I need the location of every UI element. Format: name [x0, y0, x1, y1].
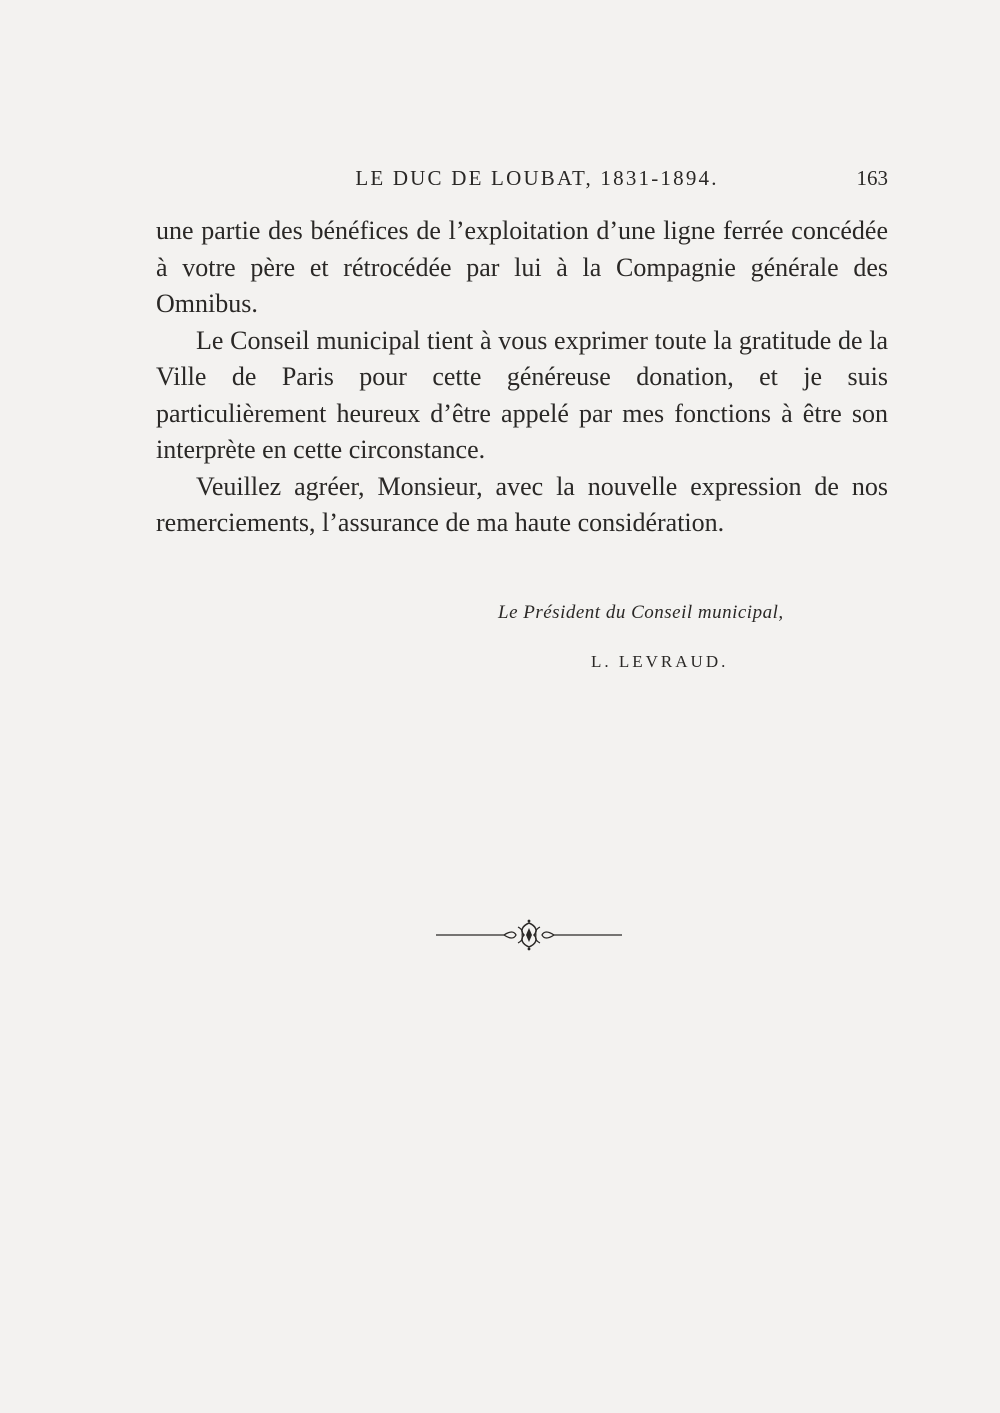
signature-role: Le Président du Conseil municipal, [498, 602, 784, 623]
paragraph-closing: Veuillez agréer, Monsieur, avec la nouvelle expression de nos remerciements, l’assurance de ma haute considération. [156, 471, 888, 537]
page-number: 163 [856, 166, 888, 190]
paragraph-continuation: une partie des bénéfices de l’exploitation d’une ligne ferrée concédée à votre père et rétrocédée par lui à la Compagnie générale des Omnibus. [156, 216, 888, 318]
paragraph-gratitude: Le Conseil municipal tient à vous exprimer toute la gratitude de la Ville de Paris pour cette généreuse donation, et je suis particulièrement heureux d’être appelé par mes fonctions à être son interprète en cette circonstance. [156, 325, 888, 464]
letter-body [156, 213, 888, 542]
running-title: LE DUC DE LOUBAT, 1831-1894. [355, 166, 719, 190]
signature-name: L. LEVRAUD. [591, 652, 729, 671]
running-head [156, 166, 888, 196]
fleuron-divider-icon [436, 918, 622, 952]
